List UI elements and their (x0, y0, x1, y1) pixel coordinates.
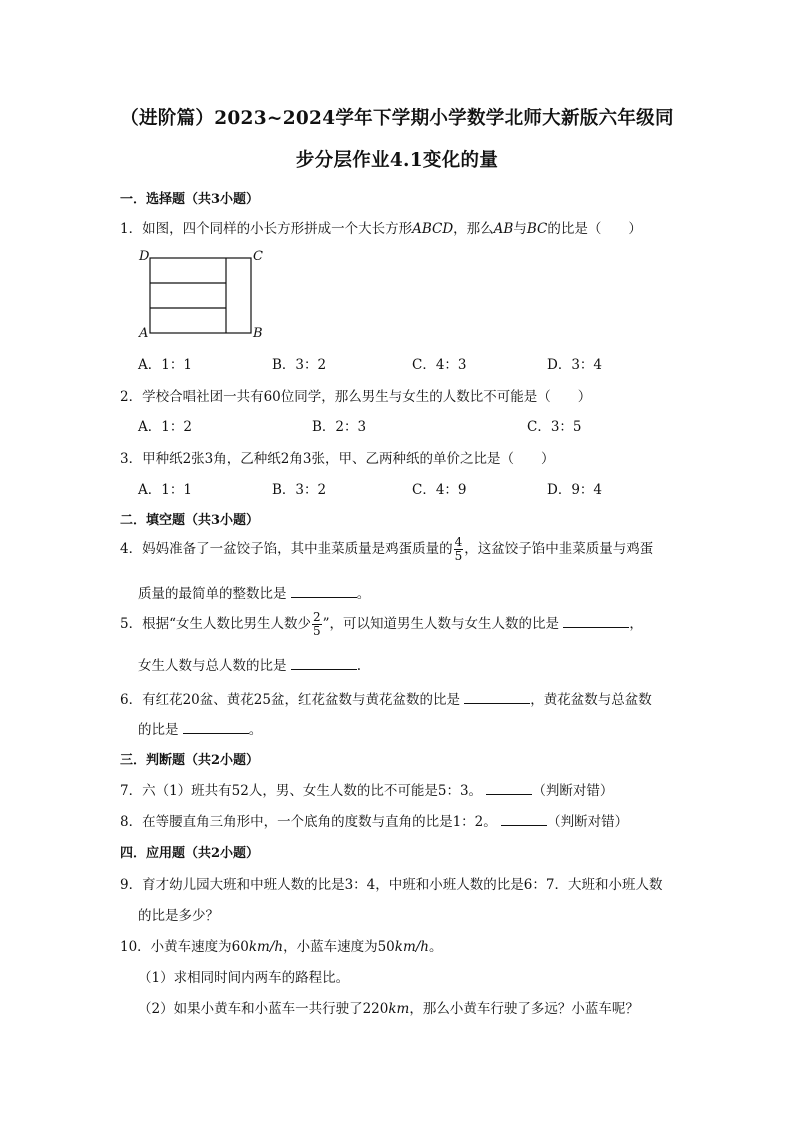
q1-var-ab: AB (493, 221, 514, 237)
label-a: A (139, 326, 149, 341)
q5-text-e: . (356, 658, 362, 674)
q10-unit-2: km/h (394, 939, 430, 955)
question-8 (120, 810, 628, 830)
q4-fraction (454, 536, 464, 563)
q6-text-d: 。 (248, 722, 263, 738)
section-heading-application: 四．应用题（共2小题） (120, 846, 260, 861)
q10-text-c: 。 (429, 939, 443, 955)
q1-text-b: ，那么 (453, 221, 494, 237)
question-5-line-2 (138, 654, 361, 674)
q4-numerator: 4 (454, 535, 463, 549)
q6-text-c: 的比是 (138, 722, 179, 738)
q1-option-b[interactable]: B．3：2 (272, 357, 327, 373)
question-9-line-2: 的比是多少？ (138, 908, 219, 924)
q8-text-a: 8．在等腰直角三角形中，一个底角的度数与直角的比是1：2。 (120, 814, 497, 830)
q5-denominator: 5 (313, 624, 321, 638)
q5-text-c: ， (629, 616, 643, 632)
q5-text-a: 5．根据“女生人数比男生人数少 (120, 616, 311, 632)
question-2: 2．学校合唱社团一共有60位同学，那么男生与女生的人数比不可能是（ ） (120, 389, 592, 405)
q6-text-b: ，黄花盆数与总盆数 (530, 692, 652, 708)
q4-denominator: 5 (454, 549, 463, 563)
q1-var-bc: BC (526, 221, 548, 237)
q10-unit-1: km/h (248, 939, 284, 955)
q5-answer-blank-1[interactable] (563, 613, 629, 628)
section-heading-judge: 三．判断题（共2小题） (120, 753, 260, 768)
question-7 (120, 779, 613, 799)
q5-answer-blank-2[interactable] (291, 655, 357, 670)
question-4-line-1 (120, 536, 653, 563)
q5-fraction (312, 611, 322, 638)
title-line-2: 步分层作业4.1变化的量 (295, 150, 499, 171)
q6-answer-blank-2[interactable] (183, 719, 249, 734)
q2-option-b[interactable]: B．2：3 (312, 419, 367, 435)
q3-option-c[interactable]: C．4：9 (412, 482, 467, 498)
question-6-line-2 (138, 718, 262, 738)
question-6-line-1 (120, 688, 652, 708)
q7-text-b: （判断对错） (532, 783, 614, 799)
q4-answer-blank[interactable] (291, 583, 357, 598)
q1-option-d[interactable]: D．3：4 (547, 357, 603, 373)
q3-option-d[interactable]: D．9：4 (547, 482, 603, 498)
label-d: D (139, 249, 150, 264)
q5-text-d: 女生人数与总人数的比是 (138, 658, 287, 674)
q3-option-a[interactable]: A．1：1 (138, 482, 192, 498)
q1-text-d: 的比是（ ） (547, 221, 642, 237)
q1-option-c[interactable]: C．4：3 (412, 357, 467, 373)
q7-answer-blank[interactable] (486, 780, 532, 795)
q5-text-b: ”，可以知道男生人数与女生人数的比是 (322, 616, 560, 632)
q8-text-b: （判断对错） (547, 814, 629, 830)
q10-sub2-text-b: ，那么小黄车行驶了多远？小蓝车呢？ (409, 1001, 639, 1017)
q2-option-c[interactable]: C．3：5 (527, 419, 582, 435)
q7-text-a: 7．六（1）班共有52人，男、女生人数的比不可能是5：3。 (120, 783, 483, 799)
q4-text-a: 4．妈妈准备了一盆饺子馅，其中韭菜质量是鸡蛋质量的 (120, 541, 453, 557)
question-1 (120, 217, 642, 237)
q1-option-a[interactable]: A．1：1 (138, 357, 192, 373)
question-10-sub-1: （1）求相同时间内两车的路程比。 (138, 970, 350, 986)
q4-text-d: 。 (356, 586, 371, 602)
q10-unit-3: km (388, 1001, 410, 1017)
section-heading-choice: 一．选择题（共3小题） (120, 192, 260, 207)
q10-text-b: ，小蓝车速度为50 (283, 939, 395, 955)
q4-text-b: ，这盆饺子馅中韭菜质量与鸡蛋 (464, 541, 654, 557)
q10-text-a: 10．小黄车速度为60 (120, 939, 249, 955)
question-4-line-2 (138, 582, 370, 602)
question-3: 3．甲种纸2张3角，乙种纸2角3张，甲、乙两种纸的单价之比是（ ） (120, 451, 555, 467)
q6-text-a: 6．有红花20盆、黄花25盆，红花盆数与黄花盆数的比是 (120, 692, 460, 708)
question-9-line-1: 9．育才幼儿园大班和中班人数的比是3：4，中班和小班人数的比是6：7．大班和小班人数 (120, 877, 663, 893)
q1-var-abcd: ABCD (412, 221, 454, 237)
q4-text-c: 质量的最简单的整数比是 (138, 586, 287, 602)
title-line-1: （进阶篇）2023~2024学年下学期小学数学北师大新版六年级同 (120, 108, 674, 129)
q10-sub2-text-a: （2）如果小黄车和小蓝车一共行驶了220 (138, 1001, 389, 1017)
q2-option-a[interactable]: A．1：2 (138, 419, 192, 435)
q6-answer-blank-1[interactable] (464, 689, 530, 704)
q5-numerator: 2 (313, 610, 321, 624)
q1-text-a: 1．如图，四个同样的小长方形拼成一个大长方形 (120, 221, 413, 237)
q1-text-c: 与 (513, 221, 527, 237)
section-heading-fill: 二．填空题（共3小题） (120, 513, 260, 528)
question-5-line-1 (120, 611, 643, 638)
label-b: B (253, 326, 263, 341)
outer-rectangle (150, 258, 251, 333)
question-10 (120, 935, 443, 955)
question-10-sub-2 (138, 997, 639, 1017)
label-c: C (253, 249, 263, 264)
q3-option-b[interactable]: B．3：2 (272, 482, 327, 498)
q8-answer-blank[interactable] (501, 811, 547, 826)
rectangle-figure (140, 246, 270, 342)
